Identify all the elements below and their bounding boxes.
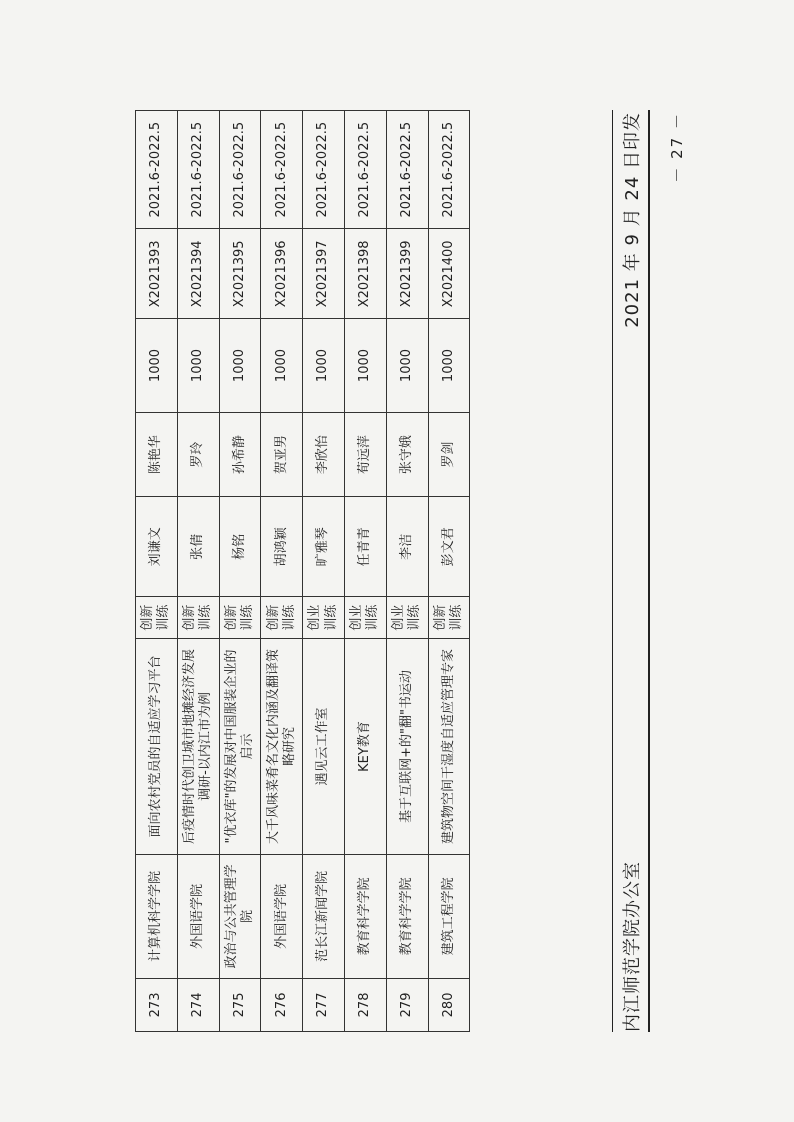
leader-cell: 张倩 [177,497,219,597]
project-title-cell: 后疫情时代创卫城市地摊经济发展调研-以内江市为例 [177,639,219,855]
footer-rule-thick [648,110,650,1032]
leader-cell: 李洁 [386,497,428,597]
table-row [177,111,219,1032]
project-title-cell: 遇见云工作室 [303,639,345,855]
period-cell: 2021.6-2022.5 [386,111,428,229]
project-type-cell: 创新训练 [177,597,219,639]
period-cell: 2021.6-2022.5 [136,111,178,229]
college-cell: 教育科学学院 [344,854,386,978]
project-code-cell: X2021399 [386,229,428,319]
row-number: 274 [177,978,219,1031]
project-title-cell: 基于互联网+的"翻"书运动 [386,639,428,855]
college-cell: 范长江新闻学院 [303,854,345,978]
project-type-cell: 创业训练 [386,597,428,639]
period-cell: 2021.6-2022.5 [219,111,261,229]
leader-cell: 胡鸿颖 [261,497,303,597]
project-code-cell: X2021397 [303,229,345,319]
college-cell: 教育科学学院 [386,854,428,978]
row-number: 275 [219,978,261,1031]
row-number: 280 [428,978,470,1031]
college-cell: 外国语学院 [177,854,219,978]
period-cell: 2021.6-2022.5 [428,111,470,229]
tutor-cell: 荀远萍 [344,412,386,497]
row-number: 273 [136,978,178,1031]
amount-cell: 1000 [136,319,178,412]
period-cell: 2021.6-2022.5 [177,111,219,229]
amount-cell: 1000 [386,319,428,412]
project-table [135,110,470,1032]
project-title-cell: KEY教育 [344,639,386,855]
period-cell: 2021.6-2022.5 [261,111,303,229]
table-row [428,111,470,1032]
amount-cell: 1000 [219,319,261,412]
tutor-cell: 陈艳华 [136,412,178,497]
project-title-cell: 面向农村党员的自适应学习平台 [136,639,178,855]
project-type-cell: 创新训练 [428,597,470,639]
row-number: 278 [344,978,386,1031]
project-code-cell: X2021398 [344,229,386,319]
college-cell: 政治与公共管理学院 [219,854,261,978]
leader-cell: 旷雅琴 [303,497,345,597]
table-row [261,111,303,1032]
project-title-cell: 建筑物空间干湿度自适应管理专家 [428,639,470,855]
project-type-cell: 创业训练 [344,597,386,639]
page-number: － 27 － [668,112,686,183]
tutor-cell: 李欣怡 [303,412,345,497]
amount-cell: 1000 [261,319,303,412]
tutor-cell: 罗玲 [177,412,219,497]
print-date: 2021 年 9 月 24 日印发 [622,112,643,328]
project-type-cell: 创新训练 [261,597,303,639]
project-title-cell: 大千风味菜肴名文化内涵及翻译策略研究 [261,639,303,855]
period-cell: 2021.6-2022.5 [303,111,345,229]
row-number: 276 [261,978,303,1031]
table-row [219,111,261,1032]
project-title-cell: "优衣库"的发展对中国服装企业的启示 [219,639,261,855]
project-code-cell: X2021394 [177,229,219,319]
issuing-office: 内江师范学院办公室 [622,861,643,1032]
table-row [303,111,345,1032]
leader-cell: 杨铭 [219,497,261,597]
row-number: 279 [386,978,428,1031]
project-code-cell: X2021393 [136,229,178,319]
project-code-cell: X2021400 [428,229,470,319]
tutor-cell: 张守娥 [386,412,428,497]
tutor-cell: 孙希静 [219,412,261,497]
project-type-cell: 创新训练 [219,597,261,639]
leader-cell: 彭文君 [428,497,470,597]
college-cell: 外国语学院 [261,854,303,978]
tutor-cell: 贺亚男 [261,412,303,497]
amount-cell: 1000 [303,319,345,412]
college-cell: 计算机科学学院 [136,854,178,978]
period-cell: 2021.6-2022.5 [344,111,386,229]
amount-cell: 1000 [428,319,470,412]
leader-cell: 任青青 [344,497,386,597]
amount-cell: 1000 [177,319,219,412]
footer-rule-thin [612,110,613,1032]
leader-cell: 刘谦文 [136,497,178,597]
project-code-cell: X2021395 [219,229,261,319]
table-row [386,111,428,1032]
project-type-cell: 创业训练 [303,597,345,639]
amount-cell: 1000 [344,319,386,412]
table-row [136,111,178,1032]
row-number: 277 [303,978,345,1031]
college-cell: 建筑工程学院 [428,854,470,978]
table-row [344,111,386,1032]
project-code-cell: X2021396 [261,229,303,319]
project-type-cell: 创新训练 [136,597,178,639]
tutor-cell: 罗剑 [428,412,470,497]
